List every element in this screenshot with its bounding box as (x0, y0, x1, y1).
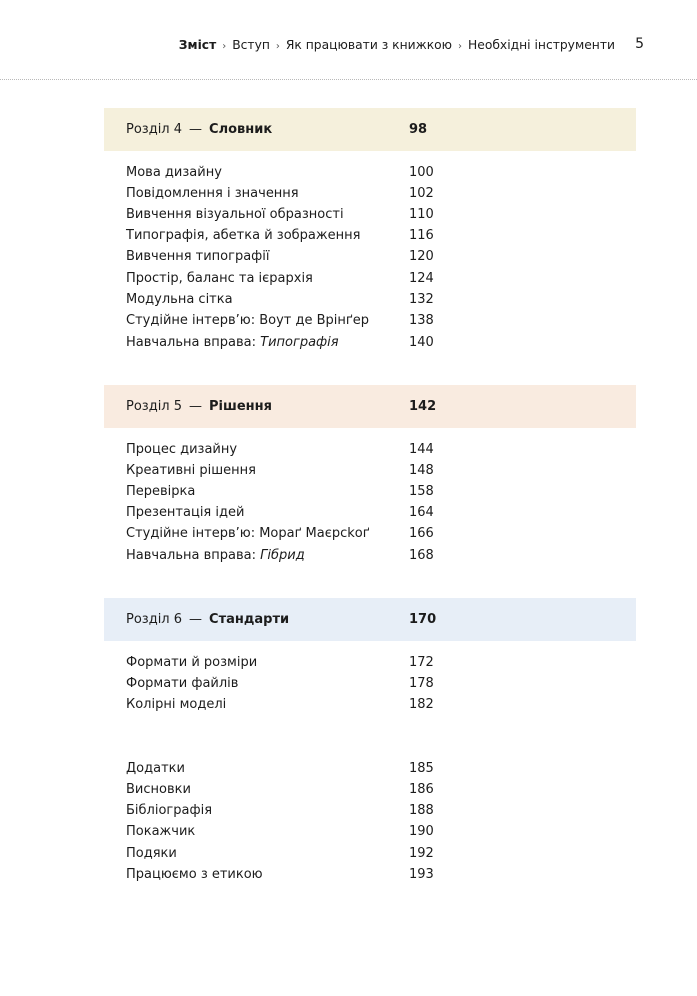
toc-entry[interactable] (126, 460, 466, 481)
appendix-entry[interactable] (126, 843, 466, 864)
toc-entry[interactable] (126, 162, 466, 183)
toc-entry-page: 102 (409, 186, 434, 201)
toc-entry[interactable] (126, 523, 466, 544)
toc-entry-title: Навчальна вправа: Типографія (126, 335, 339, 350)
appendix-entry[interactable] (126, 800, 466, 821)
chapter-title: Стандарти (209, 612, 290, 627)
toc-entry-title: Вивчення типографії (126, 249, 270, 264)
toc-entry-title: Модульна сітка (126, 292, 233, 307)
appendix-entry[interactable] (126, 779, 466, 800)
toc-entry-title: Простір, баланс та ієрархія (126, 271, 313, 286)
toc-entry-title: Студійне інтерв’ю: Мораґ Маєрсkоґ (126, 526, 370, 541)
chapter-label: Розділ 5 (126, 399, 183, 414)
chapter-heading (126, 399, 272, 415)
toc-entry-title: Вивчення візуальної образності (126, 207, 344, 222)
toc-entry[interactable] (126, 246, 466, 267)
breadcrumb-item-tools[interactable]: Необхідні інструменти (468, 38, 615, 52)
toc-entry-title: Висновки (126, 782, 191, 797)
toc-entry-title: Мова дизайну (126, 165, 222, 180)
toc-entry-page: 182 (409, 697, 434, 712)
chapter-dash: — (189, 399, 203, 414)
toc-entry[interactable] (126, 204, 466, 225)
toc-entry[interactable] (126, 183, 466, 204)
chapter-band-4[interactable] (104, 108, 636, 151)
toc-entry[interactable] (126, 268, 466, 289)
toc-entry-title: Студійне інтерв’ю: Воут де Врінґер (126, 313, 369, 328)
toc-entry-page: 164 (409, 505, 434, 520)
toc-entry-title: Додатки (126, 761, 185, 776)
chapter-title: Словник (209, 122, 273, 137)
chapter-band-5[interactable] (104, 385, 636, 428)
toc-entry-title: Бібліографія (126, 803, 213, 818)
chapter-dash: — (189, 612, 203, 627)
toc-entry-title: Типографія, абетка й зображення (126, 228, 361, 243)
appendix-entry[interactable] (126, 758, 466, 779)
toc-entry[interactable] (126, 225, 466, 246)
toc-entry-page: 185 (409, 761, 434, 776)
toc-entry-page: 168 (409, 548, 434, 563)
toc-entry-title: Креативні рішення (126, 463, 256, 478)
chapter-page: 142 (409, 399, 437, 414)
toc-entry-page: 166 (409, 526, 434, 541)
breadcrumb-current[interactable]: Зміст (178, 38, 217, 52)
breadcrumb (179, 37, 615, 55)
chapter-dash: — (189, 122, 203, 137)
chapter-heading (126, 122, 272, 138)
breadcrumb-separator-icon: › (458, 41, 463, 52)
toc-entry-page: 178 (409, 676, 434, 691)
chapter-label: Розділ 6 (126, 612, 183, 627)
toc-entry-page: 158 (409, 484, 434, 499)
toc-entry-page: 186 (409, 782, 434, 797)
breadcrumb-item-how-to-use[interactable]: Як працювати з книжкою (285, 38, 453, 52)
toc-entry[interactable] (126, 652, 466, 673)
toc-entry-title: Презентація ідей (126, 505, 245, 520)
toc-entry-italic: Гібрид (260, 548, 305, 563)
toc-entry-title: Працюємо з етикою (126, 867, 263, 882)
toc-entry-page: 116 (409, 228, 434, 243)
toc-entry-page: 138 (409, 313, 434, 328)
chapter-page: 98 (409, 122, 428, 137)
toc-entry-page: 190 (409, 824, 434, 839)
toc-entry[interactable] (126, 481, 466, 502)
toc-entry-title: Колірні моделі (126, 697, 227, 712)
toc-entry-title: Подяки (126, 846, 177, 861)
toc-entry-page: 192 (409, 846, 434, 861)
page-number: 5 (635, 36, 644, 52)
toc-entry-title: Формати й розміри (126, 655, 258, 670)
toc-entry-page: 124 (409, 271, 434, 286)
chapter-title: Рішення (209, 399, 272, 414)
appendix-entry[interactable] (126, 821, 466, 842)
toc-entry-page: 110 (409, 207, 434, 222)
toc-entry[interactable] (126, 545, 466, 566)
breadcrumb-item-intro[interactable]: Вступ (232, 38, 270, 52)
page-header (0, 0, 697, 80)
toc-entry[interactable] (126, 332, 466, 353)
toc-entry-title: Перевірка (126, 484, 196, 499)
toc-entry-page: 193 (409, 867, 434, 882)
toc-entry-title: Повідомлення і значення (126, 186, 299, 201)
toc-entry[interactable] (126, 310, 466, 331)
toc-entry-italic: Типографія (260, 335, 339, 350)
toc-entry-page: 132 (409, 292, 434, 307)
chapter-label: Розділ 4 (126, 122, 183, 137)
chapter-band-6[interactable] (104, 598, 636, 641)
toc-entry-page: 144 (409, 442, 434, 457)
chapter-page: 170 (409, 612, 437, 627)
toc-entry-title: Формати файлів (126, 676, 239, 691)
toc-entry-page: 120 (409, 249, 434, 264)
breadcrumb-separator-icon: › (222, 41, 227, 52)
toc-entry[interactable] (126, 439, 466, 460)
breadcrumb-separator-icon: › (275, 41, 280, 52)
chapter-heading (126, 612, 289, 628)
toc-entry-page: 100 (409, 165, 434, 180)
toc-entry-page: 148 (409, 463, 434, 478)
toc-entry[interactable] (126, 502, 466, 523)
toc-entry-title: Навчальна вправа: Гібрид (126, 548, 305, 563)
appendix-entry[interactable] (126, 864, 466, 885)
toc-entry-title: Процес дизайну (126, 442, 238, 457)
toc-entry-page: 140 (409, 335, 434, 350)
toc-entry[interactable] (126, 673, 466, 694)
toc-entry-page: 172 (409, 655, 434, 670)
toc-entry-page: 188 (409, 803, 434, 818)
toc-entry[interactable] (126, 289, 466, 310)
toc-entry-title: Покажчик (126, 824, 196, 839)
toc-entry[interactable] (126, 694, 466, 715)
